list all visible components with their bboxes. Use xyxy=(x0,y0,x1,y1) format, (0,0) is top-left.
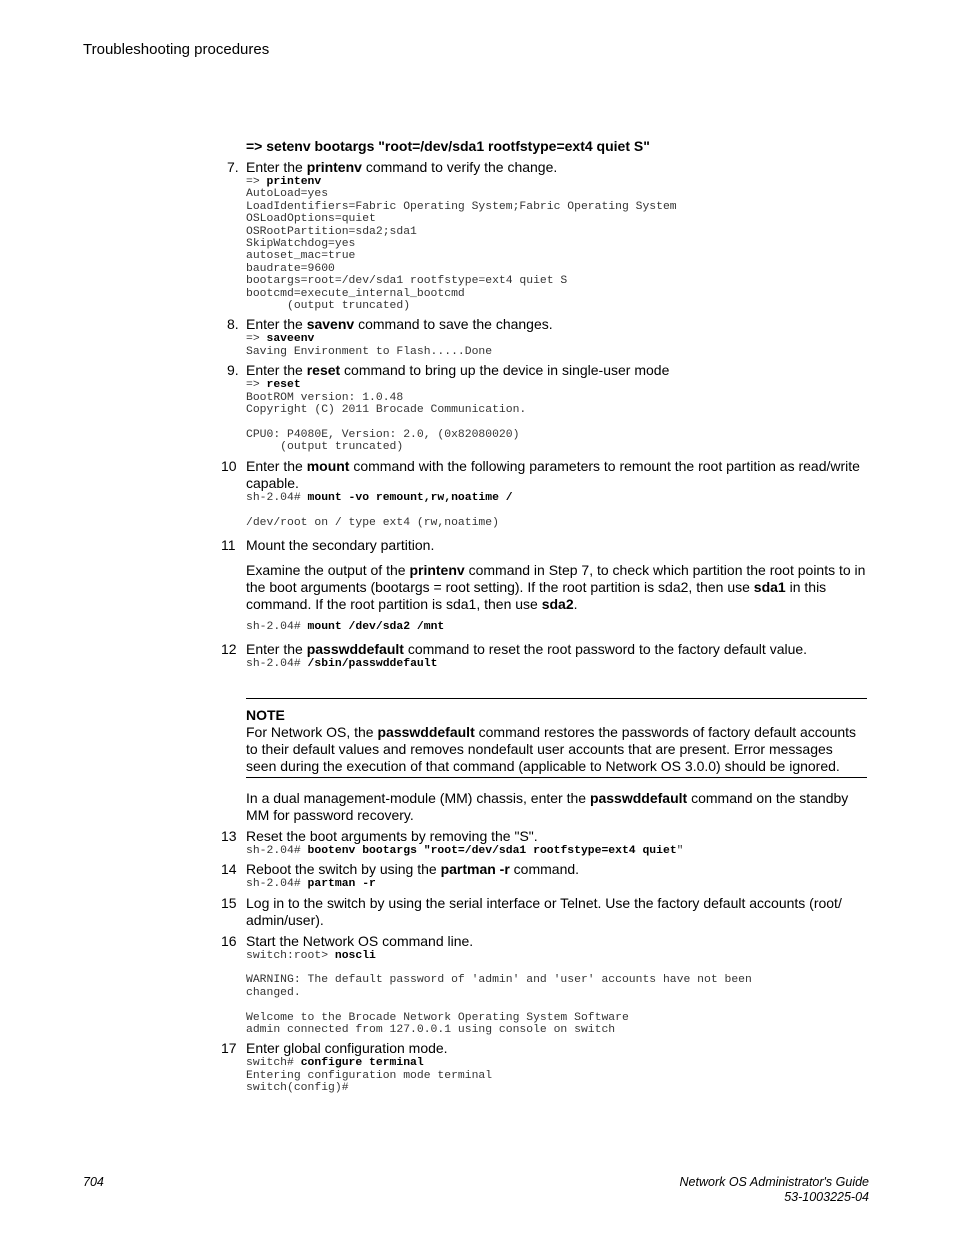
code-block-passwddefault: sh-2.04# /sbin/passwddefault xyxy=(246,658,438,671)
page-content xyxy=(221,138,867,1095)
partition-explanation: Examine the output of the printenv command in Step 7, to check which partition the root points to in the boot arguments (bootargs = root setting). If the root partition is sda2, then use sda1 in this command. If the root partition is sda1, then use sda2. xyxy=(246,561,866,612)
step-14: 14 Reboot the switch by using the partman -r command. xyxy=(221,861,580,878)
mm-chassis-paragraph: In a dual management-module (MM) chassis, enter the passwddefault command on the standby MM for password recovery. xyxy=(246,789,849,823)
step-17: 17 Enter global configuration mode. xyxy=(221,1040,448,1057)
footer-title: Network OS Administrator's Guide xyxy=(679,1175,869,1189)
code-block-configure: switch# configure terminal Entering configuration mode terminal switch(config)# xyxy=(246,1057,493,1095)
code-block-partman: sh-2.04# partman -r xyxy=(246,878,376,891)
step-13: 13 Reset the boot arguments by removing the "S". xyxy=(221,827,538,844)
step-15: 15 Log in to the switch by using the serial interface or Telnet. Use the factory default accounts (root/ admin/user). xyxy=(221,894,842,928)
code-block-saveenv: => saveenv Saving Environment to Flash.....Done xyxy=(246,333,493,358)
note-box xyxy=(246,698,867,778)
page-number: 704 xyxy=(83,1175,104,1189)
code-block-reset: => reset BootROM version: 1.0.48 Copyright (C) 2011 Brocade Communication. CPU0: P4080E, Version: 2.0, (0x82080020) (output truncated) xyxy=(246,379,527,454)
code-block-noscli: switch:root> noscli WARNING: The default password of 'admin' and 'user' accounts have not been changed. Welcome to the Brocade Network Operating System Software admin connected from 127.0.0.1 using console on switch xyxy=(246,949,752,1036)
note-text: For Network OS, the passwddefault command restores the passwords of factory default accounts to their default values and removes nondefault user accounts that are present. Error messages seen during the execution of that command (applicable to Network OS 3.0.0) should be ignored. xyxy=(246,723,857,774)
code-block-printenv: => printenv AutoLoad=yes LoadIdentifiers=Fabric Operating System;Fabric Operating System OSLoadOptions=quiet OSRootPartition=sda2;sda1 SkipWatchdog=yes autoset_mac=true baudrate=9600 bootargs=root=/dev/sda1 rootfstype=ext4 quiet S bootcmd=execute_internal_bootcmd (output truncated) xyxy=(246,176,677,313)
step-12: 12 Enter the passwddefault command to reset the root password to the factory default value. xyxy=(221,641,808,658)
code-block-bootenv: sh-2.04# bootenv bootargs "root=/dev/sda1 rootfstype=ext4 quiet" xyxy=(246,844,684,857)
footer-doc-id: 53-1003225-04 xyxy=(784,1190,869,1204)
step-11: 11 Mount the secondary partition. xyxy=(221,536,435,553)
step-16: 16 Start the Network OS command line. xyxy=(221,932,474,949)
code-block-mount-remount: sh-2.04# mount -vo remount,rw,noatime / /dev/root on / type ext4 (rw,noatime) xyxy=(246,491,513,529)
setenv-command: => setenv bootargs "root=/dev/sda1 rootfstype=ext4 quiet S" xyxy=(246,138,650,154)
running-header: Troubleshooting procedures xyxy=(83,41,270,58)
step-8: 8. Enter the savenv command to save the changes. xyxy=(227,316,553,333)
note-heading: NOTE xyxy=(246,706,285,723)
step-7: 7. Enter the printenv command to verify the change. xyxy=(227,159,558,175)
step-9: 9. Enter the reset command to bring up the device in single-user mode xyxy=(227,362,670,379)
step-10: 10 Enter the mount command with the following parameters to remount the root partition as read/write capable. xyxy=(221,457,860,491)
code-block-mount-sda2: sh-2.04# mount /dev/sda2 /mnt xyxy=(246,620,445,633)
footer-doc-info xyxy=(680,1175,869,1205)
